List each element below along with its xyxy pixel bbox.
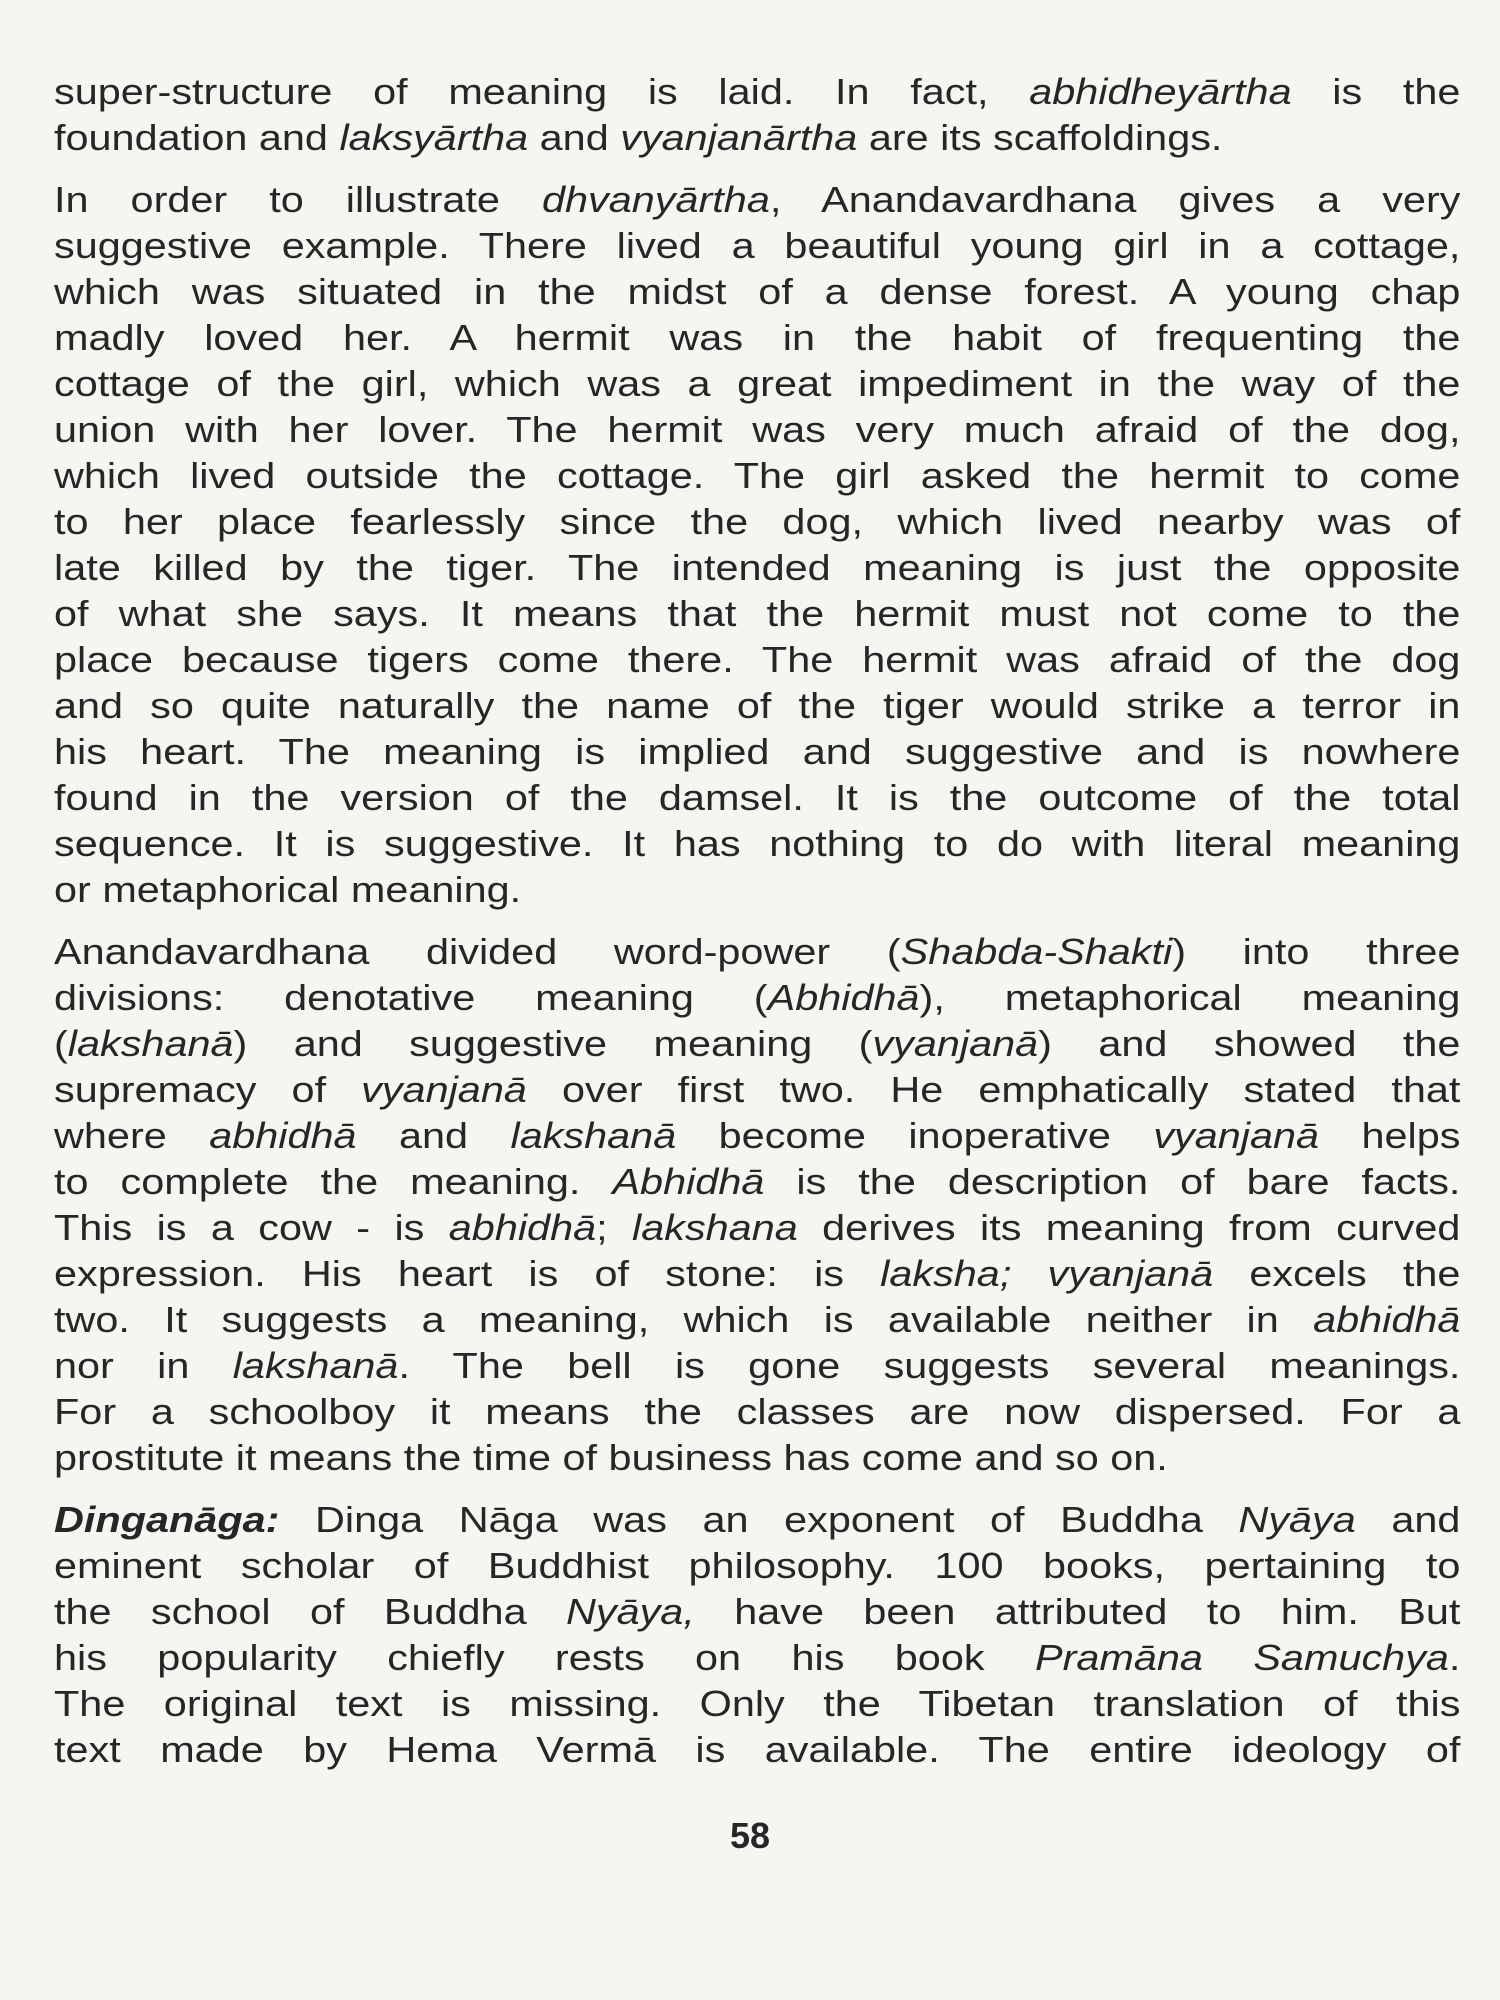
text-run: two. It suggests a meaning, which is available neither in — [54, 1299, 1314, 1340]
text-run: which was situated in the midst of a dense forest. A young chap — [54, 271, 1461, 312]
italic-term: abhidheyārtha — [1029, 71, 1292, 112]
text-line — [54, 1067, 1460, 1113]
text-run: are its scaffoldings. — [857, 117, 1223, 158]
page-number: 58 — [729, 1815, 771, 1856]
text-run: sequence. It is suggestive. It has nothing to do with literal meaning — [54, 823, 1461, 864]
text-run: supremacy of — [54, 1069, 362, 1110]
text-line — [54, 223, 1460, 269]
text-line — [54, 269, 1460, 315]
text-line — [54, 867, 1460, 913]
text-run: super-structure of meaning is laid. In fact, — [54, 71, 1030, 112]
text-run: and — [1355, 1499, 1461, 1540]
text-run: The original text is missing. Only the Tibetan translation of this — [54, 1683, 1461, 1724]
text-run: and so quite naturally the name of the tiger would strike a terror in — [54, 685, 1461, 726]
text-run: place because tigers come there. The hermit was afraid of the dog — [54, 639, 1461, 680]
text-line — [54, 929, 1460, 975]
text-run: the school of Buddha — [54, 1591, 566, 1632]
text-run: , Anandavardhana gives a very — [769, 179, 1461, 220]
italic-term: vyanjanārtha — [620, 117, 858, 158]
italic-term: Abhidhā — [767, 977, 920, 1018]
text-run: helps — [1319, 1115, 1461, 1156]
text-run: foundation and — [54, 117, 340, 158]
text-run: ), metaphorical meaning — [919, 977, 1461, 1018]
italic-term: laksyārtha — [339, 117, 529, 158]
text-run: is the description of bare facts. — [764, 1161, 1461, 1202]
text-run: of what she says. It means that the hermit must not come to the — [54, 593, 1461, 634]
text-line — [54, 1159, 1460, 1205]
italic-term: abhidhā — [209, 1115, 357, 1156]
text-run: to her place fearlessly since the dog, which lived nearby was of — [54, 501, 1461, 542]
italic-term: dhvanyārtha — [541, 179, 770, 220]
text-run: Anandavardhana divided word-power ( — [54, 931, 901, 972]
italic-term: abhidhā — [448, 1207, 597, 1248]
italic-term: Pramāna Samuchya — [1034, 1637, 1449, 1678]
italic-term: lakshanā — [510, 1115, 677, 1156]
text-run: ) and suggestive meaning ( — [233, 1023, 873, 1064]
italic-term: Abhidhā — [612, 1161, 765, 1202]
text-run: become inoperative — [676, 1115, 1154, 1156]
text-run: have been attributed to him. But — [694, 1591, 1461, 1632]
text-line — [54, 1389, 1460, 1435]
text-run: found in the version of the damsel. It is the outcome of the total — [54, 777, 1461, 818]
text-line — [54, 1681, 1460, 1727]
text-run: divisions: denotative meaning ( — [54, 977, 768, 1018]
paragraph — [54, 1497, 1460, 1773]
text-run: madly loved her. A hermit was in the habit of frequenting the — [54, 317, 1461, 358]
text-run: his heart. The meaning is implied and suggestive and is nowhere — [54, 731, 1461, 772]
text-line — [54, 69, 1460, 115]
text-line — [54, 1343, 1460, 1389]
text-line — [54, 177, 1460, 223]
text-run: text made by Hema Vermā is available. The entire ideology of — [54, 1729, 1461, 1770]
text-run: late killed by the tiger. The intended meaning is just the opposite — [54, 547, 1461, 588]
text-run: For a schoolboy it means the classes are now dispersed. For a — [54, 1391, 1461, 1432]
text-run: suggestive example. There lived a beautiful young girl in a cottage, — [54, 225, 1461, 266]
text-run: expression. His heart is of stone: is — [54, 1253, 881, 1294]
italic-term: lakshanā — [67, 1023, 234, 1064]
text-run: ( — [54, 1023, 68, 1064]
text-run: cottage of the girl, which was a great impediment in the way of the — [54, 363, 1461, 404]
italic-term: abhidhā — [1313, 1299, 1461, 1340]
text-line — [54, 1635, 1460, 1681]
text-run: ) and showed the — [1038, 1023, 1461, 1064]
text-line — [54, 453, 1460, 499]
text-line — [54, 315, 1460, 361]
text-run: Dinga Nāga was an exponent of Buddha — [279, 1499, 1239, 1540]
italic-term: Shabda-Shakti — [900, 931, 1173, 972]
text-line — [54, 591, 1460, 637]
text-run: and — [356, 1115, 511, 1156]
text-run: which lived outside the cottage. The girl asked the hermit to come — [54, 455, 1461, 496]
text-line — [54, 1727, 1460, 1773]
text-run: or metaphorical meaning. — [54, 869, 522, 910]
text-line — [54, 975, 1460, 1021]
text-run: his popularity chiefly rests on his book — [54, 1637, 1035, 1678]
text-run: derives its meaning from curved — [797, 1207, 1461, 1248]
text-line — [54, 499, 1460, 545]
text-line — [54, 1589, 1460, 1635]
text-line — [54, 637, 1460, 683]
text-line — [54, 1113, 1460, 1159]
text-line — [54, 683, 1460, 729]
paragraph — [54, 929, 1460, 1481]
text-run: prostitute it means the time of business has come and so on. — [54, 1437, 1168, 1478]
text-run: eminent scholar of Buddhist philosophy. 100 books, pertaining to — [54, 1545, 1461, 1586]
italic-term: vyanjanā — [361, 1069, 527, 1110]
text-run: This is a cow - is — [54, 1207, 449, 1248]
text-line — [54, 545, 1460, 591]
text-run: In order to illustrate — [54, 179, 542, 220]
text-line — [54, 775, 1460, 821]
text-run: to complete the meaning. — [54, 1161, 613, 1202]
paragraph — [54, 177, 1460, 913]
text-line — [54, 821, 1460, 867]
text-line — [54, 407, 1460, 453]
text-run: . The bell is gone suggests several meanings. — [398, 1345, 1461, 1386]
italic-term: Nyāya, — [565, 1591, 695, 1632]
text-line — [54, 361, 1460, 407]
italic-term: laksha; vyanjanā — [880, 1253, 1214, 1294]
italic-term: vyanjanā — [872, 1023, 1039, 1064]
paragraph — [54, 69, 1460, 161]
text-run: nor in — [54, 1345, 233, 1386]
text-line — [54, 1435, 1460, 1481]
text-run: and — [528, 117, 621, 158]
text-line — [54, 729, 1460, 775]
italic-term: lakshana — [632, 1207, 798, 1248]
italic-term: vyanjanā — [1153, 1115, 1320, 1156]
italic-term: lakshanā — [232, 1345, 399, 1386]
text-line — [54, 1205, 1460, 1251]
text-line — [54, 1251, 1460, 1297]
text-run: excels the — [1213, 1253, 1461, 1294]
text-run: ; — [596, 1207, 633, 1248]
text-line — [54, 1021, 1460, 1067]
text-run: . — [1448, 1637, 1461, 1678]
term-heading: Dinganāga: — [54, 1499, 280, 1540]
text-line — [54, 1297, 1460, 1343]
text-run: is the — [1291, 71, 1461, 112]
italic-term: Nyāya — [1238, 1499, 1356, 1540]
text-run: union with her lover. The hermit was very much afraid of the dog, — [54, 409, 1461, 450]
body-text — [54, 69, 1460, 1773]
text-line — [54, 1497, 1460, 1543]
text-run: where — [54, 1115, 210, 1156]
text-run: ) into three — [1172, 931, 1461, 972]
text-line — [54, 115, 1460, 161]
text-line — [54, 1543, 1460, 1589]
text-run: over first two. He emphatically stated that — [526, 1069, 1461, 1110]
